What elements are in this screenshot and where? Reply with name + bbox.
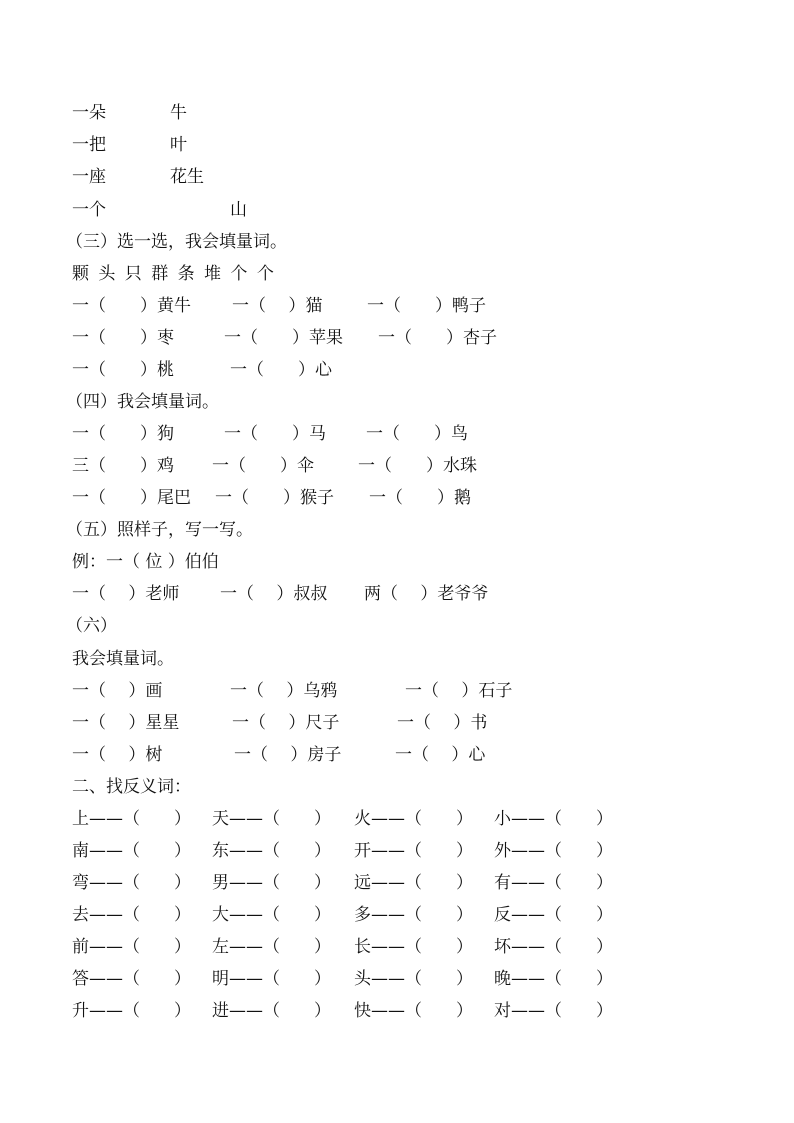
antonym-item[interactable]: 晚——（ ） bbox=[494, 969, 613, 989]
antonym-item[interactable]: 天——（ ） bbox=[212, 809, 331, 829]
blank-item[interactable]: 一（ ）叔叔 bbox=[220, 584, 328, 604]
word-bank: 颗 头 只 群 条 堆 个 个 bbox=[72, 264, 276, 284]
section-title: （五）照样子，写一写。 bbox=[66, 520, 253, 540]
blank-item[interactable]: 一（ ）苹果 bbox=[224, 328, 343, 348]
antonym-item[interactable]: 小——（ ） bbox=[494, 809, 613, 829]
antonym-item[interactable]: 弯——（ ） bbox=[72, 873, 191, 893]
antonym-item[interactable]: 男——（ ） bbox=[212, 873, 331, 893]
blank-item[interactable]: 一（ ）画 bbox=[72, 681, 163, 701]
antonym-item[interactable]: 有——（ ） bbox=[494, 873, 613, 893]
antonym-item[interactable]: 明——（ ） bbox=[212, 969, 331, 989]
antonym-item[interactable]: 左——（ ） bbox=[212, 937, 331, 957]
section-title: 二、找反义词： bbox=[72, 777, 191, 797]
blank-item[interactable]: 一（ ）狗 bbox=[72, 424, 174, 444]
antonym-item[interactable]: 远——（ ） bbox=[354, 873, 473, 893]
blank-item[interactable]: 一（ ）石子 bbox=[405, 681, 513, 701]
section-title: （四）我会填量词。 bbox=[66, 392, 219, 412]
blank-item[interactable]: 一（ ）猴子 bbox=[215, 488, 334, 508]
match-right: 山 bbox=[230, 200, 247, 220]
section-subtitle: 我会填量词。 bbox=[72, 649, 174, 669]
blank-item[interactable]: 一（ ）乌鸦 bbox=[230, 681, 338, 701]
match-left: 一座 bbox=[72, 167, 106, 187]
antonym-item[interactable]: 南——（ ） bbox=[72, 841, 191, 861]
antonym-item[interactable]: 开——（ ） bbox=[354, 841, 473, 861]
antonym-item[interactable]: 升——（ ） bbox=[72, 1001, 191, 1021]
match-left: 一把 bbox=[72, 135, 106, 155]
blank-item[interactable]: 一（ ）树 bbox=[72, 745, 163, 765]
blank-item[interactable]: 一（ ）鸭子 bbox=[367, 296, 486, 316]
antonym-item[interactable]: 反——（ ） bbox=[494, 905, 613, 925]
blank-item[interactable]: 一（ ）马 bbox=[224, 424, 326, 444]
blank-item[interactable]: 三（ ）鸡 bbox=[72, 456, 174, 476]
antonym-item[interactable]: 对——（ ） bbox=[494, 1001, 613, 1021]
antonym-item[interactable]: 前——（ ） bbox=[72, 937, 191, 957]
blank-item[interactable]: 一（ ）水珠 bbox=[358, 456, 477, 476]
antonym-item[interactable]: 头——（ ） bbox=[354, 969, 473, 989]
blank-item[interactable]: 一（ ）书 bbox=[397, 713, 488, 733]
blank-item[interactable]: 一（ ）房子 bbox=[234, 745, 342, 765]
blank-item[interactable]: 一（ ）心 bbox=[395, 745, 486, 765]
antonym-item[interactable]: 答——（ ） bbox=[72, 969, 191, 989]
antonym-item[interactable]: 长——（ ） bbox=[354, 937, 473, 957]
blank-item[interactable]: 一（ ）猫 bbox=[232, 296, 323, 316]
blank-item[interactable]: 一（ ）桃 bbox=[72, 360, 174, 380]
section-title: （三）选一选，我会填量词。 bbox=[66, 232, 287, 252]
blank-item[interactable]: 一（ ）心 bbox=[230, 360, 332, 380]
antonym-item[interactable]: 快——（ ） bbox=[354, 1001, 473, 1021]
antonym-item[interactable]: 坏——（ ） bbox=[494, 937, 613, 957]
antonym-item[interactable]: 火——（ ） bbox=[354, 809, 473, 829]
blank-item[interactable]: 两（ ）老爷爷 bbox=[364, 584, 489, 604]
antonym-item[interactable]: 上——（ ） bbox=[72, 809, 191, 829]
blank-item[interactable]: 一（ ）鹅 bbox=[369, 488, 471, 508]
example-line: 例：一（ 位 ）伯伯 bbox=[72, 552, 219, 572]
blank-item[interactable]: 一（ ）黄牛 bbox=[72, 296, 191, 316]
section-title: （六） bbox=[66, 616, 117, 636]
match-right: 牛 bbox=[170, 103, 187, 123]
blank-item[interactable]: 一（ ）枣 bbox=[72, 328, 174, 348]
antonym-item[interactable]: 去——（ ） bbox=[72, 905, 191, 925]
antonym-item[interactable]: 进——（ ） bbox=[212, 1001, 331, 1021]
blank-item[interactable]: 一（ ）杏子 bbox=[378, 328, 497, 348]
blank-item[interactable]: 一（ ）尾巴 bbox=[72, 488, 191, 508]
match-left: 一朵 bbox=[72, 103, 106, 123]
match-right: 叶 bbox=[170, 135, 187, 155]
antonym-item[interactable]: 东——（ ） bbox=[212, 841, 331, 861]
blank-item[interactable]: 一（ ）伞 bbox=[212, 456, 314, 476]
blank-item[interactable]: 一（ ）老师 bbox=[72, 584, 180, 604]
blank-item[interactable]: 一（ ）星星 bbox=[72, 713, 180, 733]
match-left: 一个 bbox=[72, 200, 106, 220]
antonym-item[interactable]: 多——（ ） bbox=[354, 905, 473, 925]
antonym-item[interactable]: 外——（ ） bbox=[494, 841, 613, 861]
blank-item[interactable]: 一（ ）尺子 bbox=[232, 713, 340, 733]
match-right: 花生 bbox=[170, 167, 204, 187]
blank-item[interactable]: 一（ ）鸟 bbox=[366, 424, 468, 444]
antonym-item[interactable]: 大——（ ） bbox=[212, 905, 331, 925]
